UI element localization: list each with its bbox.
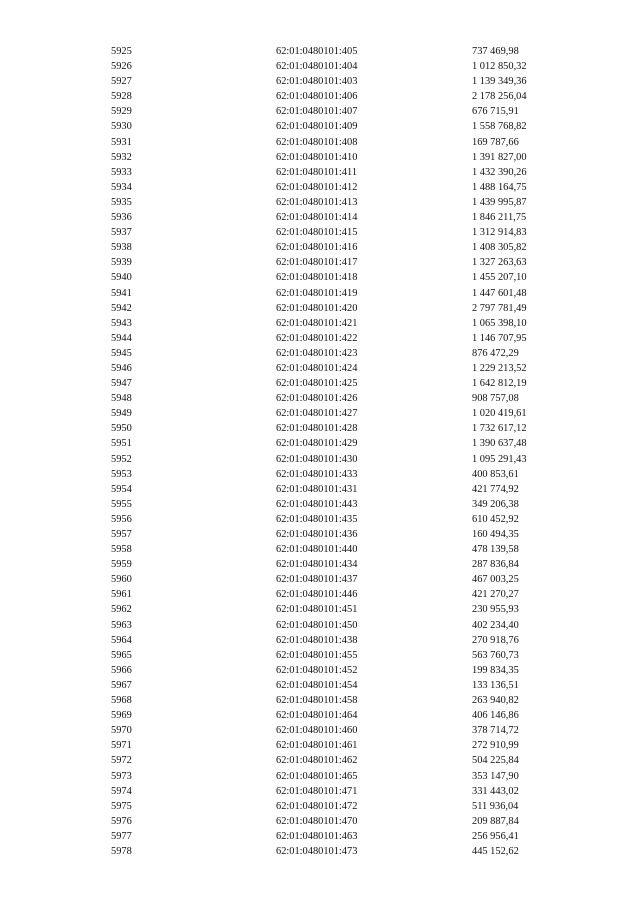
cadastral-number-cell: 62:01:0480101:430	[276, 453, 358, 465]
cadastral-value-cell: 1 012 850,32	[472, 61, 527, 73]
cadastral-number-cell: 62:01:0480101:410	[276, 151, 358, 163]
table-row	[0, 769, 640, 784]
cadastral-value-cell: 504 225,84	[472, 755, 519, 767]
row-number-cell: 5928	[111, 91, 132, 103]
table-row	[0, 708, 640, 723]
cadastral-number-cell: 62:01:0480101:413	[276, 196, 358, 208]
table-row	[0, 557, 640, 572]
table-row	[0, 542, 640, 557]
table-row	[0, 104, 640, 119]
table-row	[0, 165, 640, 180]
cadastral-value-cell: 270 918,76	[472, 634, 519, 646]
row-number-cell: 5932	[111, 151, 132, 163]
cadastral-number-cell: 62:01:0480101:418	[276, 272, 358, 284]
table-row	[0, 240, 640, 255]
cadastral-value-cell: 1 229 213,52	[472, 362, 527, 374]
cadastral-number-cell: 62:01:0480101:454	[276, 679, 358, 691]
table-row	[0, 648, 640, 663]
row-number-cell: 5973	[111, 770, 132, 782]
cadastral-value-cell: 1 732 617,12	[472, 423, 527, 435]
cadastral-number-cell: 62:01:0480101:433	[276, 468, 358, 480]
table-row	[0, 753, 640, 768]
cadastral-number-cell: 62:01:0480101:464	[276, 710, 358, 722]
cadastral-value-cell: 402 234,40	[472, 619, 519, 631]
table-row	[0, 376, 640, 391]
cadastral-number-cell: 62:01:0480101:450	[276, 619, 358, 631]
cadastral-number-cell: 62:01:0480101:434	[276, 559, 358, 571]
cadastral-value-cell: 1 390 637,48	[472, 438, 527, 450]
cadastral-value-cell: 230 955,93	[472, 604, 519, 616]
table-row	[0, 829, 640, 844]
cadastral-number-cell: 62:01:0480101:436	[276, 529, 358, 540]
row-number-cell: 5930	[111, 121, 132, 133]
cadastral-number-cell: 62:01:0480101:421	[276, 317, 358, 329]
cadastral-number-cell: 62:01:0480101:424	[276, 362, 358, 374]
cadastral-value-cell: 199 834,35	[472, 664, 519, 676]
cadastral-value-cell: 1 020 419,61	[472, 408, 527, 420]
row-number-cell: 5941	[111, 287, 132, 299]
row-number-cell: 5944	[111, 332, 132, 344]
row-number-cell: 5969	[111, 710, 132, 722]
cadastral-number-cell: 62:01:0480101:446	[276, 589, 358, 601]
table-row	[0, 467, 640, 482]
cadastral-value-cell: 1 447 601,48	[472, 287, 527, 299]
cadastral-number-cell: 62:01:0480101:406	[276, 91, 358, 103]
cadastral-value-cell: 1 455 207,10	[472, 272, 527, 284]
row-number-cell: 5955	[111, 498, 132, 510]
row-number-cell: 5963	[111, 619, 132, 631]
table-row	[0, 270, 640, 285]
cadastral-number-cell: 62:01:0480101:408	[276, 136, 358, 148]
cadastral-number-cell: 62:01:0480101:431	[276, 483, 358, 495]
row-number-cell: 5970	[111, 725, 132, 737]
table-row	[0, 527, 640, 542]
table-row	[0, 346, 640, 361]
row-number-cell: 5958	[111, 544, 132, 556]
row-number-cell: 5976	[111, 815, 132, 827]
cadastral-value-cell: 421 270,27	[472, 589, 519, 601]
cadastral-value-cell: 1 558 768,82	[472, 121, 527, 133]
cadastral-value-cell: 1 846 211,75	[472, 212, 527, 224]
row-number-cell: 5933	[111, 166, 132, 178]
cadastral-value-cell: 331 443,02	[472, 785, 519, 797]
row-number-cell: 5950	[111, 423, 132, 435]
row-number-cell: 5960	[111, 574, 132, 586]
row-number-cell: 5965	[111, 649, 132, 661]
row-number-cell: 5946	[111, 362, 132, 374]
table-row	[0, 74, 640, 89]
cadastral-number-cell: 62:01:0480101:405	[276, 46, 358, 57]
row-number-cell: 5943	[111, 317, 132, 329]
table-row	[0, 421, 640, 436]
row-number-cell: 5971	[111, 740, 132, 752]
row-number-cell: 5962	[111, 604, 132, 616]
table-row	[0, 602, 640, 617]
row-number-cell: 5957	[111, 529, 132, 540]
table-row	[0, 286, 640, 301]
row-number-cell: 5925	[111, 46, 132, 57]
row-number-cell: 5945	[111, 347, 132, 359]
cadastral-value-cell: 1 408 305,82	[472, 242, 527, 254]
row-number-cell: 5959	[111, 559, 132, 571]
cadastral-value-cell: 511 936,04	[472, 800, 519, 812]
cadastral-value-cell: 133 136,51	[472, 679, 519, 691]
row-number-cell: 5942	[111, 302, 132, 314]
table-row	[0, 436, 640, 451]
table-row	[0, 497, 640, 512]
cadastral-value-cell: 1 065 398,10	[472, 317, 527, 329]
table-row	[0, 844, 640, 859]
row-number-cell: 5956	[111, 513, 132, 525]
row-number-cell: 5964	[111, 634, 132, 646]
table-row	[0, 391, 640, 406]
cadastral-value-cell: 1 391 827,00	[472, 151, 527, 163]
table-row	[0, 663, 640, 678]
cadastral-number-cell: 62:01:0480101:420	[276, 302, 358, 314]
cadastral-value-cell: 563 760,73	[472, 649, 519, 661]
table-row	[0, 587, 640, 602]
cadastral-value-cell: 353 147,90	[472, 770, 519, 782]
row-number-cell: 5949	[111, 408, 132, 420]
table-row	[0, 59, 640, 74]
row-number-cell: 5968	[111, 695, 132, 707]
row-number-cell: 5975	[111, 800, 132, 812]
cadastral-number-cell: 62:01:0480101:470	[276, 815, 358, 827]
table-row	[0, 150, 640, 165]
row-number-cell: 5952	[111, 453, 132, 465]
cadastral-number-cell: 62:01:0480101:412	[276, 181, 358, 193]
cadastral-number-cell: 62:01:0480101:415	[276, 227, 358, 239]
table-row	[0, 210, 640, 225]
cadastral-number-cell: 62:01:0480101:461	[276, 740, 358, 752]
cadastral-number-cell: 62:01:0480101:455	[276, 649, 358, 661]
cadastral-value-cell: 876 472,29	[472, 347, 519, 359]
cadastral-number-cell: 62:01:0480101:460	[276, 725, 358, 737]
row-number-cell: 5948	[111, 393, 132, 405]
cadastral-value-cell: 737 469,98	[472, 46, 519, 57]
cadastral-value-cell: 1 095 291,43	[472, 453, 527, 465]
cadastral-value-cell: 287 836,84	[472, 559, 519, 571]
cadastral-number-cell: 62:01:0480101:458	[276, 695, 358, 707]
cadastral-number-cell: 62:01:0480101:409	[276, 121, 358, 133]
cadastral-number-cell: 62:01:0480101:440	[276, 544, 358, 556]
row-number-cell: 5931	[111, 136, 132, 148]
table-row	[0, 406, 640, 421]
table-row	[0, 89, 640, 104]
table-row	[0, 738, 640, 753]
cadastral-value-cell: 263 940,82	[472, 695, 519, 707]
row-number-cell: 5926	[111, 61, 132, 73]
cadastral-number-cell: 62:01:0480101:403	[276, 76, 358, 88]
cadastral-number-cell: 62:01:0480101:473	[276, 845, 358, 857]
cadastral-value-cell: 2 178 256,04	[472, 91, 527, 103]
cadastral-value-cell: 349 206,38	[472, 498, 519, 510]
cadastral-value-cell: 1 139 349,36	[472, 76, 527, 88]
cadastral-value-cell: 1 327 263,63	[472, 257, 527, 269]
cadastral-number-cell: 62:01:0480101:429	[276, 438, 358, 450]
cadastral-number-cell: 62:01:0480101:416	[276, 242, 358, 254]
row-number-cell: 5940	[111, 272, 132, 284]
table-row	[0, 784, 640, 799]
cadastral-value-cell: 610 452,92	[472, 513, 519, 525]
table-row	[0, 482, 640, 497]
row-number-cell: 5937	[111, 227, 132, 239]
cadastral-value-cell: 1 439 995,87	[472, 196, 527, 208]
cadastral-value-cell: 256 956,41	[472, 830, 519, 842]
table-row	[0, 723, 640, 738]
cadastral-value-cell: 1 312 914,83	[472, 227, 527, 239]
row-number-cell: 5978	[111, 845, 132, 857]
row-number-cell: 5953	[111, 468, 132, 480]
cadastral-number-cell: 62:01:0480101:452	[276, 664, 358, 676]
table-row	[0, 814, 640, 829]
cadastral-value-cell: 272 910,99	[472, 740, 519, 752]
cadastral-value-cell: 421 774,92	[472, 483, 519, 495]
row-number-cell: 5936	[111, 212, 132, 224]
row-number-cell: 5966	[111, 664, 132, 676]
table-row	[0, 316, 640, 331]
table-row	[0, 693, 640, 708]
cadastral-value-cell: 445 152,62	[472, 845, 519, 857]
table-row	[0, 618, 640, 633]
cadastral-number-cell: 62:01:0480101:471	[276, 785, 358, 797]
table-row	[0, 633, 640, 648]
cadastral-number-cell: 62:01:0480101:443	[276, 498, 358, 510]
row-number-cell: 5967	[111, 679, 132, 691]
cadastral-value-cell: 676 715,91	[472, 106, 519, 118]
cadastral-number-cell: 62:01:0480101:411	[276, 166, 358, 178]
cadastral-value-cell: 406 146,86	[472, 710, 519, 722]
cadastral-value-cell: 209 887,84	[472, 815, 519, 827]
row-number-cell: 5935	[111, 196, 132, 208]
cadastral-value-cell: 1 642 812,19	[472, 378, 527, 390]
table-row	[0, 119, 640, 134]
table-row	[0, 331, 640, 346]
cadastral-value-cell: 2 797 781,49	[472, 302, 527, 314]
table-row	[0, 225, 640, 240]
row-number-cell: 5939	[111, 257, 132, 269]
cadastral-number-cell: 62:01:0480101:423	[276, 347, 358, 359]
cadastral-number-cell: 62:01:0480101:463	[276, 830, 358, 842]
row-number-cell: 5934	[111, 181, 132, 193]
cadastral-number-cell: 62:01:0480101:425	[276, 378, 358, 390]
cadastral-number-cell: 62:01:0480101:428	[276, 423, 358, 435]
row-number-cell: 5977	[111, 830, 132, 842]
table-row	[0, 799, 640, 814]
cadastral-value-cell: 1 432 390,26	[472, 166, 527, 178]
row-number-cell: 5929	[111, 106, 132, 118]
row-number-cell: 5974	[111, 785, 132, 797]
cadastral-value-cell: 400 853,61	[472, 468, 519, 480]
row-number-cell: 5954	[111, 483, 132, 495]
row-number-cell: 5972	[111, 755, 132, 767]
row-number-cell: 5951	[111, 438, 132, 450]
table-row	[0, 678, 640, 693]
cadastral-number-cell: 62:01:0480101:465	[276, 770, 358, 782]
table-row	[0, 255, 640, 270]
cadastral-number-cell: 62:01:0480101:427	[276, 408, 358, 420]
cadastral-value-cell: 1 146 707,95	[472, 332, 527, 344]
cadastral-value-table	[0, 44, 640, 859]
cadastral-number-cell: 62:01:0480101:422	[276, 332, 358, 344]
row-number-cell: 5927	[111, 76, 132, 88]
table-row	[0, 180, 640, 195]
cadastral-number-cell: 62:01:0480101:435	[276, 513, 358, 525]
row-number-cell: 5947	[111, 378, 132, 390]
table-row	[0, 195, 640, 210]
cadastral-value-cell: 169 787,66	[472, 136, 519, 148]
cadastral-number-cell: 62:01:0480101:426	[276, 393, 358, 405]
cadastral-value-cell: 378 714,72	[472, 725, 519, 737]
table-row	[0, 512, 640, 527]
cadastral-number-cell: 62:01:0480101:404	[276, 61, 358, 73]
row-number-cell: 5961	[111, 589, 132, 601]
cadastral-value-cell: 160 494,35	[472, 529, 519, 540]
cadastral-number-cell: 62:01:0480101:438	[276, 634, 358, 646]
table-row	[0, 301, 640, 316]
cadastral-number-cell: 62:01:0480101:419	[276, 287, 358, 299]
cadastral-number-cell: 62:01:0480101:414	[276, 212, 358, 224]
table-row	[0, 572, 640, 587]
cadastral-value-cell: 467 003,25	[472, 574, 519, 586]
cadastral-number-cell: 62:01:0480101:472	[276, 800, 358, 812]
table-row	[0, 452, 640, 467]
cadastral-value-cell: 478 139,58	[472, 544, 519, 556]
cadastral-number-cell: 62:01:0480101:417	[276, 257, 358, 269]
table-row	[0, 135, 640, 150]
table-row	[0, 361, 640, 376]
cadastral-number-cell: 62:01:0480101:407	[276, 106, 358, 118]
cadastral-value-cell: 908 757,08	[472, 393, 519, 405]
cadastral-value-cell: 1 488 164,75	[472, 181, 527, 193]
cadastral-number-cell: 62:01:0480101:462	[276, 755, 358, 767]
cadastral-number-cell: 62:01:0480101:451	[276, 604, 358, 616]
cadastral-number-cell: 62:01:0480101:437	[276, 574, 358, 586]
row-number-cell: 5938	[111, 242, 132, 254]
table-row	[0, 44, 640, 59]
